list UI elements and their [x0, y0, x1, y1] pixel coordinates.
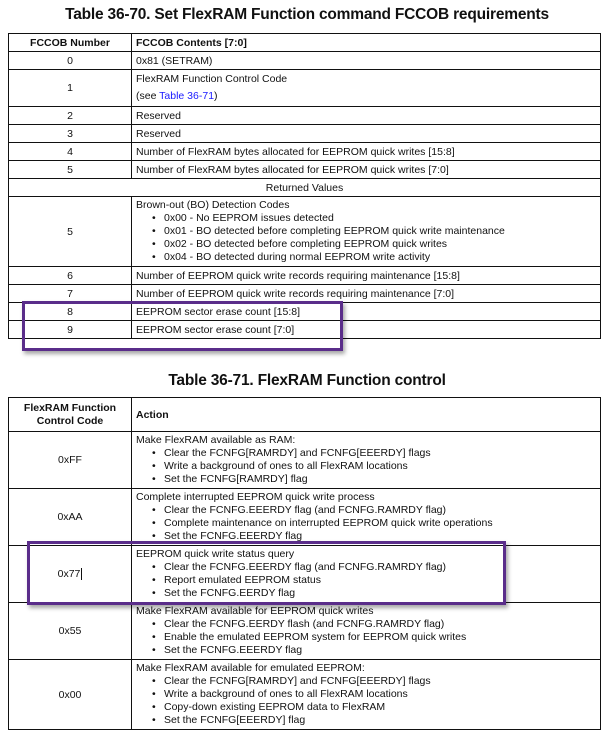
list-item: • Clear the FCNFG.EEERDY flag (and FCNFG.RAMRDY flag) [164, 561, 596, 574]
fccob-number: 3 [9, 125, 132, 143]
fccob-contents: Number of FlexRAM bytes allocated for EEPROM quick writes [15:8] [132, 143, 601, 161]
column-header-fccob-number: FCCOB Number [9, 34, 132, 52]
table-row [9, 161, 601, 179]
fccob-contents-cell [132, 70, 601, 107]
list-item: • Set the FCNFG[RAMRDY] flag [164, 473, 596, 486]
list-item: • Set the FCNFG.EEERDY flag [164, 530, 596, 543]
fccob-contents: 0x81 (SETRAM) [132, 52, 601, 70]
fccob-number: 6 [9, 267, 132, 285]
table-row [9, 267, 601, 285]
list-item: • Write a background of ones to all FlexRAM locations [164, 460, 596, 473]
column-header-action: Action [132, 398, 601, 432]
see-reference [136, 88, 596, 105]
control-code: 0xAA [9, 489, 132, 546]
fccob-contents: EEPROM sector erase count [15:8] [132, 303, 601, 321]
fccob-number: 0 [9, 52, 132, 70]
control-code: 0x00 [9, 660, 132, 730]
table-row [9, 660, 601, 730]
fccob-number: 8 [9, 303, 132, 321]
list-item: • 0x01 - BO detected before completing EEPROM quick write maintenance [164, 225, 596, 238]
list-item: • Set the FCNFG.EEERDY flag [164, 644, 596, 657]
fccob-number: 5 [9, 197, 132, 267]
fccob-contents: Brown-out (BO) Detection Codes [136, 199, 290, 211]
table-36-71-caption: Table 36-71. FlexRAM Function control [168, 372, 446, 389]
list-item: • 0x04 - BO detected during normal EEPROM write activity [164, 251, 596, 264]
fccob-number: 5 [9, 161, 132, 179]
list-item: • 0x00 - No EEPROM issues detected [164, 212, 596, 225]
table-row [9, 197, 601, 267]
control-code-cell [9, 546, 132, 603]
action-cell [132, 432, 601, 489]
fccob-number: 2 [9, 107, 132, 125]
action-steps-list [136, 447, 596, 486]
fccob-contents: FlexRAM Function Control Code [136, 73, 288, 85]
table-header-row [9, 34, 601, 52]
list-item: • Report emulated EEPROM status [164, 574, 596, 587]
action-cell [132, 660, 601, 730]
list-item: • Set the FCNFG.EERDY flag [164, 587, 596, 600]
table-36-70-caption: Table 36-70. Set FlexRAM Function command FCCOB requirements [65, 6, 549, 23]
table-row [9, 303, 601, 321]
fccob-contents: EEPROM sector erase count [7:0] [132, 321, 601, 339]
list-item: • Complete maintenance on interrupted EEPROM quick write operations [164, 517, 596, 530]
table-row [9, 489, 601, 546]
fccob-contents: Reserved [132, 125, 601, 143]
fccob-contents: Number of EEPROM quick write records requiring maintenance [15:8] [132, 267, 601, 285]
returned-values-label: Returned Values [9, 179, 601, 197]
table-row [9, 107, 601, 125]
action-cell [132, 546, 601, 603]
text-cursor [81, 568, 82, 580]
bo-codes-list [136, 212, 596, 264]
fccob-number: 9 [9, 321, 132, 339]
action-steps-list [136, 618, 596, 657]
fccob-number: 4 [9, 143, 132, 161]
see-prefix: (see [136, 90, 160, 102]
control-code: 0x55 [9, 603, 132, 660]
table-row [9, 603, 601, 660]
fccob-requirements-table [8, 33, 601, 339]
column-header-control-code: FlexRAM Function Control Code [9, 398, 132, 432]
list-item: • Copy-down existing EEPROM data to FlexRAM [164, 701, 596, 714]
fccob-contents-cell [132, 197, 601, 267]
returned-values-row [9, 179, 601, 197]
table-row [9, 52, 601, 70]
list-item: • 0x02 - BO detected before completing EEPROM quick writes [164, 238, 596, 251]
fccob-number: 1 [9, 70, 132, 107]
table-row [9, 70, 601, 107]
fccob-contents: Number of FlexRAM bytes allocated for EEPROM quick writes [7:0] [132, 161, 601, 179]
table-row [9, 546, 601, 603]
control-code: 0x77 [57, 567, 81, 580]
action-cell [132, 603, 601, 660]
action-text: Make FlexRAM available for emulated EEPROM: [136, 662, 365, 674]
fccob-number: 7 [9, 285, 132, 303]
control-code: 0xFF [9, 432, 132, 489]
action-steps-list [136, 561, 596, 600]
action-text: Make FlexRAM available as RAM: [136, 434, 296, 446]
list-item: • Clear the FCNFG.EEERDY flag (and FCNFG.RAMRDY flag) [164, 504, 596, 517]
list-item: • Clear the FCNFG[RAMRDY] and FCNFG[EEERDY] flags [164, 447, 596, 460]
table-row [9, 143, 601, 161]
fccob-contents: Reserved [132, 107, 601, 125]
table-row [9, 125, 601, 143]
table-header-row [9, 398, 601, 432]
action-cell [132, 489, 601, 546]
list-item: • Clear the FCNFG.EERDY flash (and FCNFG.RAMRDY flag) [164, 618, 596, 631]
table-row [9, 285, 601, 303]
flexram-function-control-table [8, 397, 601, 730]
column-header-fccob-contents: FCCOB Contents [7:0] [132, 34, 601, 52]
action-steps-list [136, 504, 596, 543]
see-suffix: ) [214, 90, 218, 102]
list-item: • Clear the FCNFG[RAMRDY] and FCNFG[EEERDY] flags [164, 675, 596, 688]
list-item: • Write a background of ones to all FlexRAM locations [164, 688, 596, 701]
action-steps-list [136, 675, 596, 727]
table-36-71-link[interactable]: Table 36-71 [159, 90, 215, 102]
action-text: Complete interrupted EEPROM quick write process [136, 491, 375, 503]
action-text: EEPROM quick write status query [136, 548, 295, 560]
list-item: • Set the FCNFG[EEERDY] flag [164, 714, 596, 727]
list-item: • Enable the emulated EEPROM system for EEPROM quick writes [164, 631, 596, 644]
action-text: Make FlexRAM available for EEPROM quick writes [136, 605, 374, 617]
table-row [9, 432, 601, 489]
table-row [9, 321, 601, 339]
fccob-contents: Number of EEPROM quick write records requiring maintenance [7:0] [132, 285, 601, 303]
